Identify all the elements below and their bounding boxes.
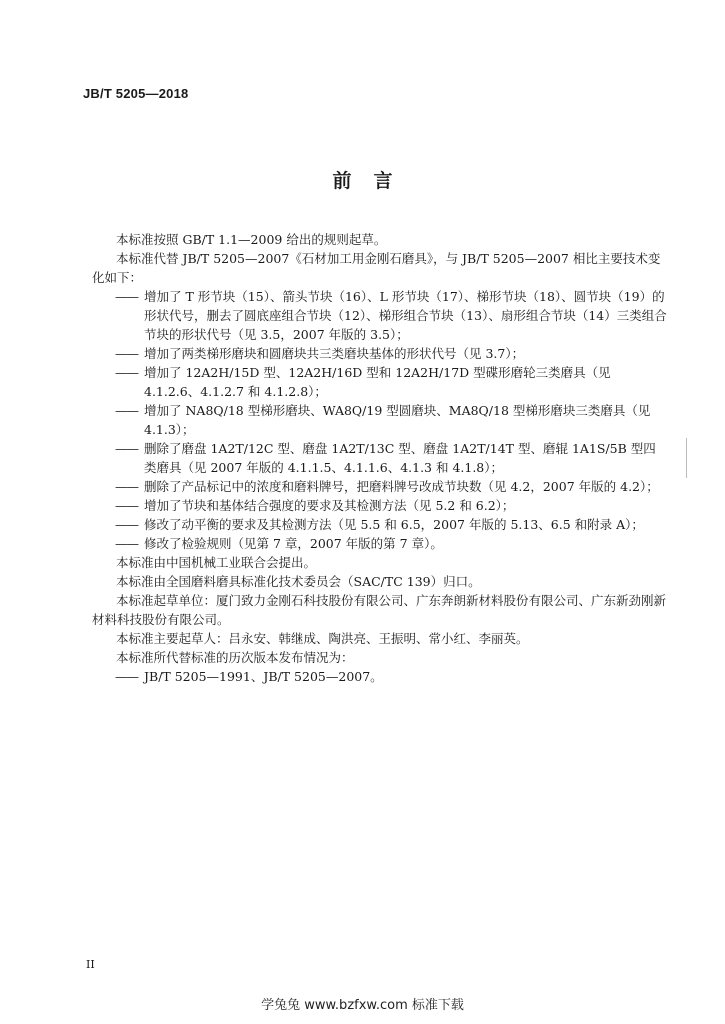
dash-marker: —— (115, 289, 138, 304)
dash-marker: —— (115, 498, 138, 513)
paragraph-replacement: 本标准代替 JB/T 5205—2007《石材加工用金刚石磨具》，与 JB/T 5205—2007 相比主要技术变化如下： (92, 251, 661, 285)
change-item: —— 删除了产品标记中的浓度和磨料牌号，把磨料牌号改成节块数（见 4.2，2007 年版的 4.2）； (115, 479, 659, 494)
history-item: —— JB/T 5205—1991、JB/T 5205—2007。 (115, 669, 383, 684)
watermark-footer: 学兔兔 www.bzfxw.com 标准下载 (261, 998, 464, 1013)
dash-marker: —— (115, 479, 138, 494)
change-item: —— 修改了检验规则（见第 7 章，2007 年版的第 7 章）。 (115, 536, 443, 551)
dash-marker: —— (115, 536, 138, 551)
change-item: —— 增加了 T 形节块（15）、箭头节块（16）、L 形节块（17）、梯形节块（18）、圆节块（19）的形状代号，删去了圆底座组合节块（12）、梯形组合节块（13）、扇形组合节块（14）三类组合节块的形状代号（见 3.5，2007 年版的 3.5）； (115, 289, 667, 342)
paragraph-history-intro: 本标准所代替标准的历次版本发布情况为： (116, 650, 354, 665)
change-item: —— 增加了两类梯形磨块和圆磨块共三类磨块基体的形状代号（见 3.7）； (115, 346, 525, 361)
scan-edge-mark (686, 438, 687, 478)
dash-marker: —— (115, 669, 138, 684)
dash-marker: —— (115, 403, 138, 418)
paragraph-drafting-units: 本标准起草单位：厦门致力金刚石科技股份有限公司、广东奔朗新材料股份有限公司、广东新劲刚新材料科技股份有限公司。 (92, 593, 667, 627)
dash-marker: —— (115, 365, 138, 380)
document-body (92, 230, 667, 686)
dash-marker: —— (115, 517, 138, 532)
page-title: 前言 (332, 170, 415, 192)
paragraph-committee: 本标准由全国磨料磨具标准化技术委员会（SAC/TC 139）归口。 (116, 574, 481, 589)
change-item: —— 删除了磨盘 1A2T/12C 型、磨盘 1A2T/13C 型、磨盘 1A2T/14T 型、磨辊 1A1S/5B 型四类磨具（见 2007 年版的 4.1.1.5、4.1.1.6、4.1.3 和 4.1.8）； (115, 441, 656, 475)
dash-marker: —— (115, 441, 138, 456)
standard-code-header: JB/T 5205—2018 (83, 86, 189, 101)
change-item: —— 增加了 12A2H/15D 型、12A2H/16D 型和 12A2H/17D 型碟形磨轮三类磨具（见 4.1.2.6、4.1.2.7 和 4.1.2.8）； (115, 365, 611, 399)
dash-marker: —— (115, 346, 138, 361)
change-item: —— 增加了 NA8Q/18 型梯形磨块、WA8Q/19 型圆磨块、MA8Q/18 型梯形磨块三类磨具（见 4.1.3）； (115, 403, 651, 437)
paragraph-drafting-rules: 本标准按照 GB/T 1.1—2009 给出的规则起草。 (116, 232, 387, 247)
paragraph-proposer: 本标准由中国机械工业联合会提出。 (116, 555, 317, 570)
change-item: —— 增加了节块和基体结合强度的要求及其检测方法（见 5.2 和 6.2）； (115, 498, 515, 513)
page-number: II (86, 958, 95, 971)
change-item: —— 修改了动平衡的要求及其检测方法（见 5.5 和 6.5，2007 年版的 5.13、6.5 和附录 A）； (115, 517, 644, 532)
paragraph-drafters: 本标准主要起草人：吕永安、韩继成、陶洪亮、王振明、常小红、李丽英。 (116, 631, 529, 646)
